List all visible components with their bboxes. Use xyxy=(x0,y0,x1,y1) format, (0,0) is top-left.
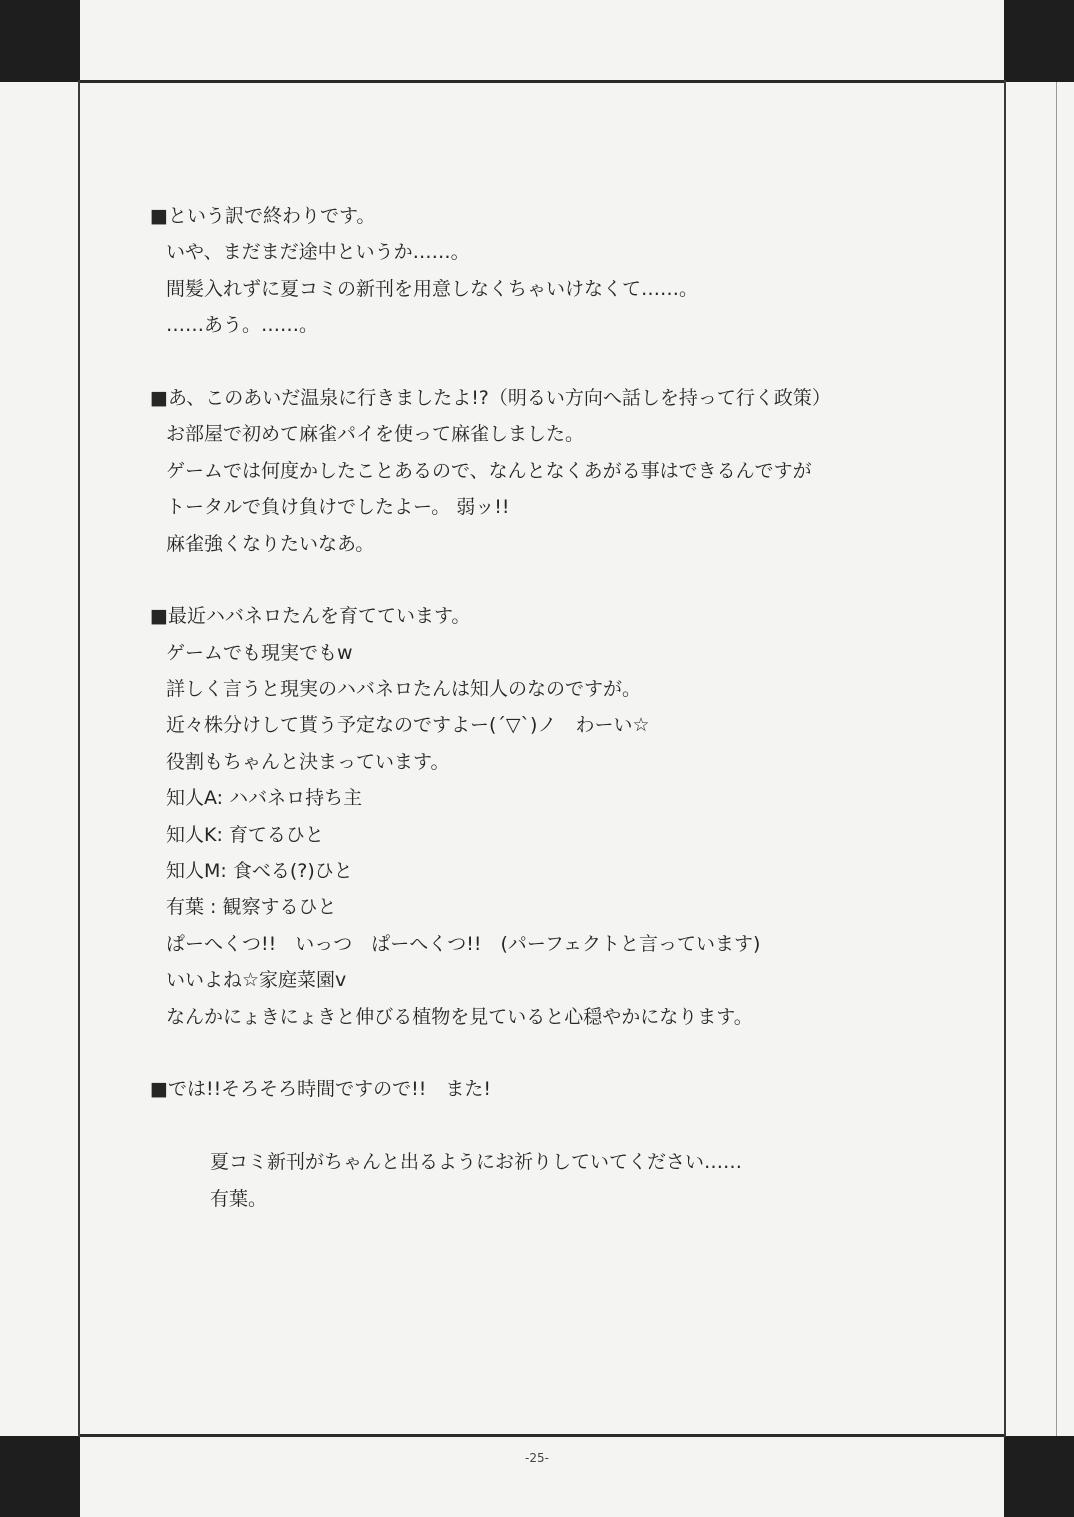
corner-block-top-left xyxy=(0,0,80,82)
corner-block-bottom-left xyxy=(0,1436,80,1517)
afterword-text xyxy=(150,198,970,1217)
text-line: 知人M: 食べる(?)ひと xyxy=(166,860,353,883)
frame-border-left xyxy=(78,80,80,1437)
text-line: 知人K: 育てるひと xyxy=(166,823,324,846)
text-line: 詳しく言うと現実のハバネロたんは知人のなのですが。 xyxy=(166,678,642,701)
frame-border-right xyxy=(1004,80,1006,1437)
text-line: 麻雀強くなりたいなあ。 xyxy=(166,532,375,555)
frame-border-bottom xyxy=(80,1434,1004,1437)
text-line: 間髪入れずに夏コミの新刊を用意しなくちゃいけなくて……。 xyxy=(166,277,699,300)
text-line: トータルで負け負けでしたよー。 弱ッ!! xyxy=(166,496,510,519)
text-line: ……あう。……。 xyxy=(166,314,319,337)
text-line: ぱーへくつ!! いっつ ぱーへくつ!! (パーフェクトと言っています) xyxy=(166,932,761,955)
text-line: お部屋で初めて麻雀パイを使って麻雀しました。 xyxy=(166,423,585,446)
text-line: なんかにょきにょきと伸びる植物を見ていると心穏やかになります。 xyxy=(166,1005,753,1028)
page-number: -25- xyxy=(525,1451,549,1465)
text-line: 近々株分けして貰う予定なのですよー(´▽`)ノ わーい☆ xyxy=(166,714,650,737)
text-line: ゲームでは何度かしたことあるので、なんとなくあがる事はできるんですが xyxy=(166,459,812,482)
text-line: 有葉 : 観察するひと xyxy=(166,896,337,919)
text-line: いいよね☆家庭菜園v xyxy=(166,969,347,992)
corner-block-top-right xyxy=(1004,0,1074,82)
section-heading: ■最近ハバネロたんを育てています。 xyxy=(150,605,471,628)
signature: 有葉。 xyxy=(210,1187,268,1210)
text-line: いや、まだまだ途中というか……。 xyxy=(166,241,470,264)
text-line: ゲームでも現実でもw xyxy=(166,641,353,664)
frame-border-top xyxy=(80,80,1004,83)
section-heading: ■では!!そろそろ時間ですので!! また! xyxy=(150,1078,492,1101)
section-heading: ■あ、このあいだ温泉に行きましたよ!?（明るい方向へ話しを持って行く政策） xyxy=(150,386,831,409)
page-edge-line xyxy=(1056,82,1057,1436)
text-line: 知人A: ハバネロ持ち主 xyxy=(166,787,363,810)
section-heading: ■という訳で終わりです。 xyxy=(150,205,376,227)
closing-message: 夏コミ新刊がちゃんと出るようにお祈りしていてください…… xyxy=(210,1151,743,1174)
text-line: 役割もちゃんと決まっています。 xyxy=(166,750,450,773)
corner-block-bottom-right xyxy=(1004,1436,1074,1517)
